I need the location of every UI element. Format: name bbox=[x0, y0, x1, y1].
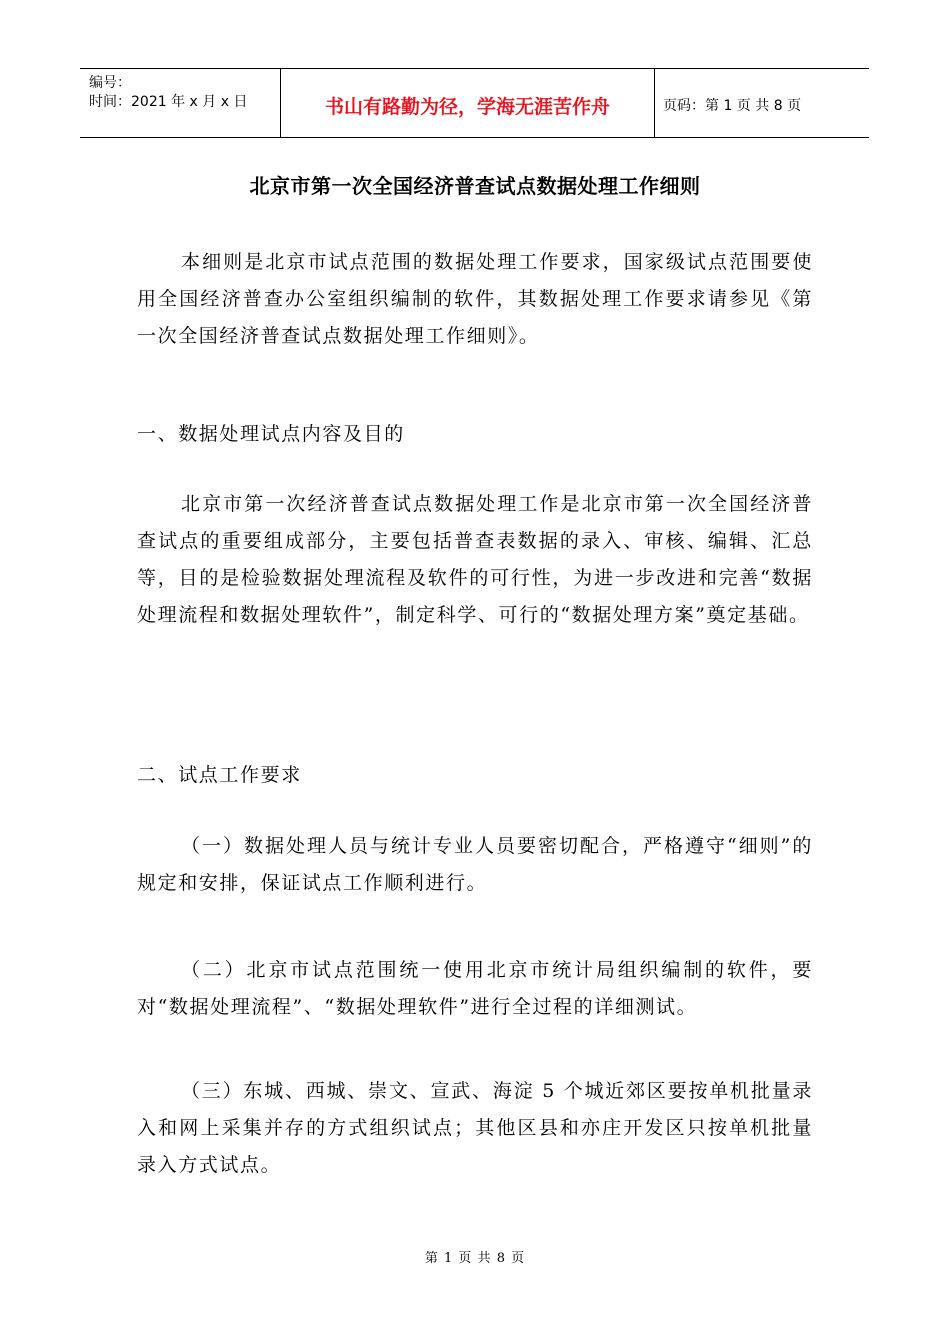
requirement-2-text: （二）北京市试点范围统一使用北京市统计局组织编制的软件，要对“数据处理流程”、“数据处理软件”进行全过程的详细测试。 bbox=[137, 959, 813, 1018]
section-1-heading-text: 一、数据处理试点内容及目的 bbox=[137, 423, 405, 445]
section-2-heading bbox=[137, 757, 813, 794]
page-header bbox=[80, 68, 869, 138]
page-footer: 第 1 页 共 8 页 bbox=[424, 1251, 526, 1266]
requirement-3-text: （三）东城、西城、崇文、宣武、海淀 5 个城近郊区要按单机批量录入和网上采集并存的方式组织试点；其他区县和亦庄开发区只按单机批量录入方式试点。 bbox=[137, 1080, 813, 1176]
header-page-info: 页码：第 1 页 共 8 页 bbox=[663, 98, 802, 114]
requirement-3-paragraph bbox=[137, 1073, 813, 1184]
intro-text: 本细则是北京市试点范围的数据处理工作要求，国家级试点范围要使用全国经济普查办公室组织编制的软件，其数据处理工作要求请参见《第一次全国经济普查试点数据处理工作细则》。 bbox=[137, 251, 813, 347]
header-meta-cell bbox=[80, 69, 281, 137]
header-motto: 书山有路勤为径，学海无涯苦作舟 bbox=[281, 69, 655, 137]
section-1-heading bbox=[137, 416, 813, 453]
document-date-label: 时间：2021 年 x 月 x 日 bbox=[89, 94, 248, 110]
intro-paragraph bbox=[137, 244, 813, 355]
requirement-1-text: （一）数据处理人员与统计专业人员要密切配合，严格遵守“细则”的规定和安排，保证试点工作顺利进行。 bbox=[137, 835, 813, 894]
document-title: 北京市第一次全国经济普查试点数据处理工作细则 bbox=[249, 174, 701, 198]
document-number-label: 编号： bbox=[89, 75, 131, 91]
requirement-1-paragraph bbox=[137, 828, 813, 902]
section-1-paragraph bbox=[137, 486, 813, 634]
requirement-2-paragraph bbox=[137, 952, 813, 1026]
section-2-heading-text: 二、试点工作要求 bbox=[137, 764, 302, 786]
section-1-body-text: 北京市第一次经济普查试点数据处理工作是北京市第一次全国经济普查试点的重要组成部分，主要包括普查表数据的录入、审核、编辑、汇总等，目的是检验数据处理流程及软件的可行性，为进一步改进和完善“数据处理流程和数据处理软件”，制定科学、可行的“数据处理方案”奠定基础。 bbox=[137, 493, 813, 626]
